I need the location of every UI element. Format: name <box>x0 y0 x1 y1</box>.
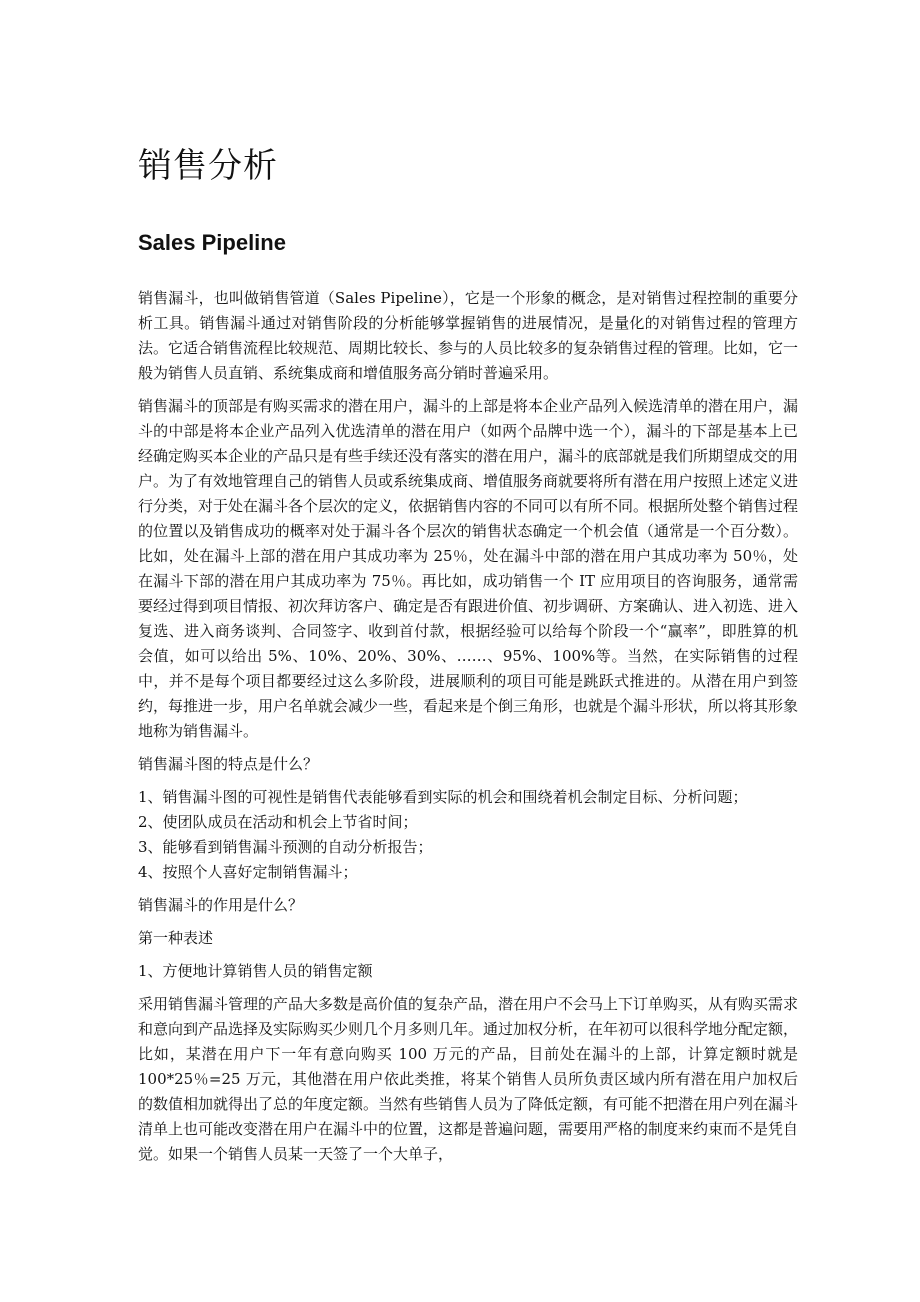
first-expression-label: 第一种表述 <box>138 929 214 947</box>
list-item: 4、按照个人喜好定制销售漏斗； <box>138 863 358 881</box>
section-heading: Sales Pipeline <box>138 230 286 255</box>
funnel-structure-paragraph: 销售漏斗的顶部是有购买需求的潜在用户，漏斗的上部是将本企业产品列入候选清单的潜在用户，漏斗的中部是将本企业产品列入优选清单的潜在用户（如两个品牌中选一个），漏斗的下部是基本上已经确定购买本企业的产品只是有些手续还没有落实的潜在用户，漏斗的底部就是我们所期望成交的用户。为了有效地管理自己的销售人员或系统集成商、增值服务商就要将所有潜在用户按照上述定义进行分类，对于处在漏斗各个层次的定义，依据销售内容的不同可以有所不同。根据所处整个销售过程的位置以及销售成功的概率对处于漏斗各个层次的销售状态确定一个机会值（通常是一个百分数）。比如，处在漏斗上部的潜在用户其成功率为 25％，处在漏斗中部的潜在用户其成功率为 50％，处在漏斗下部的潜在用户其成功率为 75％。再比如，成功销售一个 IT 应用项目的咨询服务，通常需要经过得到项目情报、初次拜访客户、确定是否有跟进价值、初步调研、方案确认、进入初选、进入复选、进入商务谈判、合同签字、收到首付款，根据经验可以给每个阶段一个“赢率”，即胜算的机会值，如可以给出 5%、10%、20%、30%、……、95%、100%等。当然，在实际销售的过程中，并不是每个项目都要经过这么多阶段，进展顺利的项目可能是跳跃式推进的。从潜在用户到签约，每推进一步，用户名单就会减少一些，看起来是个倒三角形，也就是个漏斗形状，所以将其形象地称为销售漏斗。 <box>138 397 799 740</box>
quota-paragraph: 采用销售漏斗管理的产品大多数是高价值的复杂产品，潜在用户不会马上下订单购买，从有购买需求和意向到产品选择及实际购买少则几个月多则几年。通过加权分析，在年初可以很科学地分配定额，比如，某潜在用户下一年有意向购买 100 万元的产品，目前处在漏斗的上部，计算定额时就是 100*25％=25 万元，其他潜在用户依此类推，将某个销售人员所负责区域内所有潜在用户加权后的数值相加就得出了总的年度定额。当然有些销售人员为了降低定额，有可能不把潜在用户列在漏斗清单上也可能改变潜在用户在漏斗中的位置，这都是普遍问题，需要用严格的制度来约束而不是凭自觉。如果一个销售人员某一天签了一个大单子， <box>138 995 799 1163</box>
point-one-heading: 1、方便地计算销售人员的销售定额 <box>138 962 373 980</box>
list-item: 2、使团队成员在活动和机会上节省时间； <box>138 813 418 831</box>
role-question: 销售漏斗的作用是什么？ <box>138 896 304 914</box>
features-question: 销售漏斗图的特点是什么？ <box>138 755 319 773</box>
list-item: 1、销售漏斗图的可视性是销售代表能够看到实际的机会和围绕着机会制定目标、分析问题； <box>138 788 748 806</box>
features-list <box>138 785 798 885</box>
list-item: 3、能够看到销售漏斗预测的自动分析报告； <box>138 838 433 856</box>
document-title: 销售分析 <box>138 146 278 186</box>
intro-paragraph: 销售漏斗，也叫做销售管道（Sales Pipeline），它是一个形象的概念，是对销售过程控制的重要分析工具。销售漏斗通过对销售阶段的分析能够掌握销售的进展情况，是量化的对销售过程的管理方法。它适合销售流程比较规范、周期比较长、参与的人员比较多的复杂销售过程的管理。比如，它一般为销售人员直销、系统集成商和增值服务高分销时普遍采用。 <box>138 289 799 382</box>
document-body <box>138 286 798 1175</box>
